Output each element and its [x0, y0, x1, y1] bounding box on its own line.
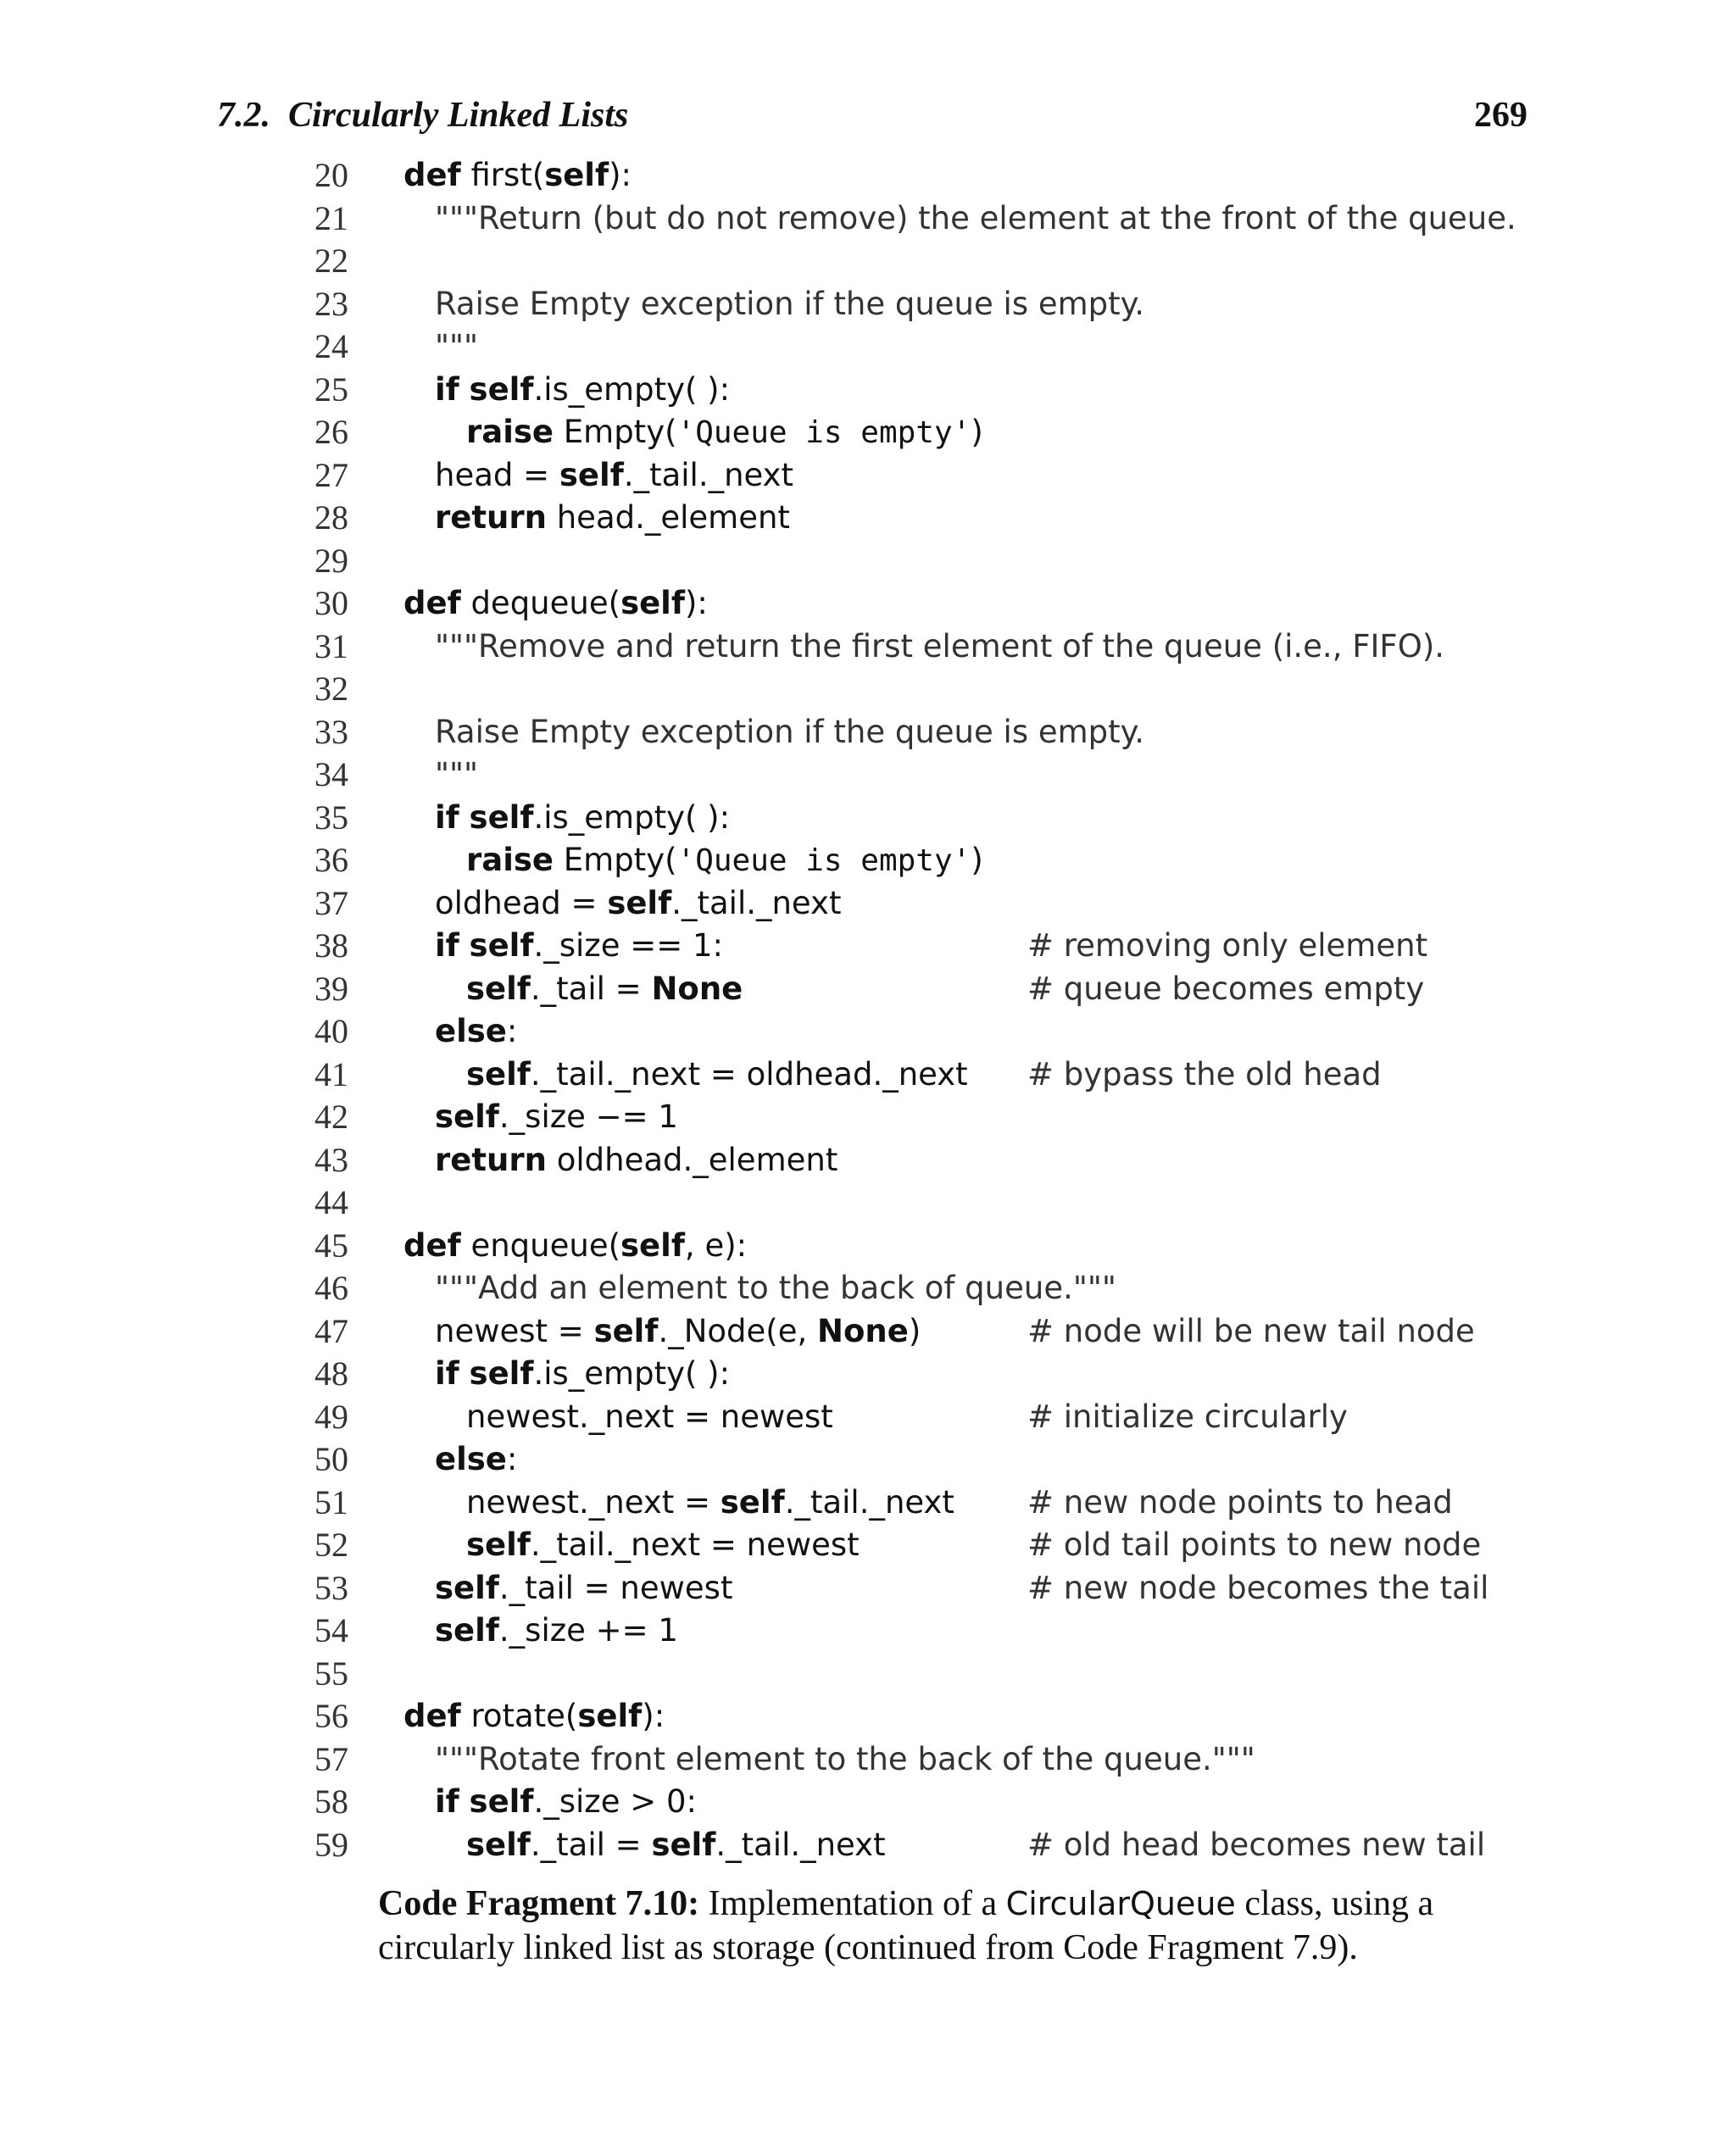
code-token: ._tail._next = newest — [530, 1527, 860, 1563]
code-keyword: return — [435, 1141, 547, 1178]
code-text — [435, 1096, 678, 1139]
code-line — [0, 197, 1736, 241]
code-token — [459, 927, 470, 964]
code-token: ._tail._next — [784, 1483, 954, 1521]
code-line — [0, 1738, 1736, 1782]
code-comment: # old head becomes new tail — [1027, 1826, 1486, 1863]
code-caption — [378, 1882, 1531, 1970]
code-text — [435, 197, 1516, 241]
code-text — [435, 1738, 1255, 1782]
code-keyword: self — [466, 1055, 531, 1093]
code-token: Empty( — [554, 842, 677, 878]
code-text — [435, 754, 478, 797]
code-line — [0, 1010, 1736, 1054]
code-token: ._tail._next — [623, 456, 794, 493]
running-header — [217, 95, 1527, 146]
code-text — [466, 1524, 860, 1567]
code-line — [0, 1396, 1736, 1439]
line-number: 34 — [314, 755, 348, 793]
code-keyword: if — [435, 798, 459, 836]
code-line — [0, 1267, 1736, 1310]
code-keyword: raise — [466, 414, 554, 450]
line-number: 45 — [314, 1226, 348, 1265]
code-text — [466, 411, 983, 455]
code-text — [435, 369, 730, 412]
code-text — [435, 925, 723, 968]
code-keyword: else — [435, 1441, 507, 1477]
code-token: newest._next = newest — [466, 1398, 833, 1435]
line-number: 58 — [314, 1782, 348, 1821]
line-number: 44 — [314, 1183, 348, 1221]
code-keyword: self — [651, 1826, 716, 1863]
code-token: ._tail._next — [715, 1826, 886, 1863]
code-text — [435, 882, 841, 926]
code-token: dequeue( — [460, 585, 621, 621]
code-token: ._size −= 1 — [498, 1098, 678, 1135]
code-line — [0, 1139, 1736, 1182]
code-text — [435, 283, 1144, 326]
code-line — [0, 283, 1736, 326]
code-text — [466, 839, 983, 883]
section-title: 7.2. Circularly Linked Lists — [217, 96, 629, 135]
line-number: 51 — [314, 1482, 348, 1521]
code-line — [0, 240, 1736, 283]
code-line — [0, 754, 1736, 797]
line-number: 32 — [314, 670, 348, 708]
line-number: 22 — [314, 242, 348, 280]
code-keyword: self — [577, 1698, 643, 1734]
code-line — [0, 882, 1736, 926]
code-line — [0, 1096, 1736, 1139]
code-token: ): — [684, 585, 708, 621]
code-token — [459, 371, 470, 408]
code-token: : — [506, 1013, 518, 1049]
code-docstring: """ — [435, 756, 479, 792]
code-token: ): — [609, 157, 632, 193]
code-token: ): — [642, 1698, 665, 1734]
code-text — [403, 1695, 665, 1738]
line-number: 38 — [314, 926, 348, 965]
code-token: ._size > 0: — [533, 1783, 697, 1820]
code-line — [0, 1695, 1736, 1738]
line-number: 46 — [314, 1269, 348, 1307]
code-line — [0, 454, 1736, 498]
code-keyword: self — [466, 970, 531, 1007]
code-listing — [0, 154, 1736, 1866]
code-line — [0, 497, 1736, 540]
code-keyword: self — [469, 798, 534, 836]
code-keyword: raise — [466, 842, 554, 878]
line-number: 35 — [314, 798, 348, 837]
code-token — [459, 799, 470, 836]
code-line — [0, 711, 1736, 754]
line-number: 29 — [314, 541, 348, 580]
line-number: 47 — [314, 1311, 348, 1350]
code-line — [0, 1524, 1736, 1567]
code-text — [403, 154, 632, 197]
code-keyword: self — [620, 585, 685, 621]
code-keyword: self — [544, 157, 609, 193]
code-token: .is_empty( ): — [533, 798, 731, 836]
code-text — [435, 1781, 697, 1824]
code-keyword: def — [403, 1226, 461, 1264]
code-token: , e): — [684, 1226, 748, 1264]
code-keyword: self — [607, 884, 672, 921]
code-line — [0, 1310, 1736, 1354]
code-text — [466, 1396, 833, 1439]
code-keyword: None — [651, 970, 743, 1007]
code-string-literal: 'Queue is empty' — [676, 843, 971, 878]
code-docstring: """Rotate front element to the back of the queue.""" — [435, 1740, 1255, 1777]
code-keyword: def — [403, 157, 461, 193]
line-number: 26 — [314, 413, 348, 451]
caption-text-before: Implementation of a — [708, 1884, 998, 1923]
code-string-literal: 'Queue is empty' — [676, 415, 971, 450]
code-line — [0, 1781, 1736, 1824]
code-line — [0, 1182, 1736, 1225]
code-token: head._element — [546, 499, 790, 536]
line-number: 33 — [314, 712, 348, 751]
code-text — [435, 711, 1144, 754]
code-line — [0, 797, 1736, 840]
code-token: ) — [971, 842, 983, 878]
line-number: 40 — [314, 1012, 348, 1050]
code-line — [0, 668, 1736, 711]
code-line — [0, 411, 1736, 454]
code-line — [0, 154, 1736, 197]
code-token: ._Node(e, — [658, 1312, 818, 1349]
code-token: oldhead = — [435, 884, 608, 921]
caption-class-name: CircularQueue — [1005, 1885, 1236, 1922]
code-keyword: else — [435, 1013, 507, 1049]
code-token: ._tail = — [530, 1826, 652, 1863]
page-number: 269 — [1474, 96, 1527, 135]
code-token: ._tail._next = oldhead._next — [530, 1055, 968, 1093]
code-keyword: self — [620, 1226, 685, 1264]
code-keyword: None — [817, 1312, 909, 1349]
code-text — [403, 582, 708, 626]
code-text — [435, 1010, 517, 1054]
code-token: ._tail._next — [671, 884, 842, 921]
code-token: rotate( — [460, 1698, 578, 1734]
code-token: newest._next = — [466, 1483, 721, 1521]
code-keyword: return — [435, 499, 547, 536]
code-keyword: self — [593, 1312, 659, 1349]
line-number: 48 — [314, 1354, 348, 1393]
line-number: 57 — [314, 1739, 348, 1778]
code-comment: # removing only element — [1027, 927, 1428, 964]
code-keyword: self — [469, 370, 534, 408]
code-text — [435, 1567, 732, 1610]
code-text — [435, 1610, 678, 1653]
line-number: 42 — [314, 1098, 348, 1136]
code-keyword: self — [720, 1483, 785, 1521]
code-keyword: self — [466, 1527, 531, 1563]
line-number: 43 — [314, 1140, 348, 1179]
code-line — [0, 1653, 1736, 1696]
code-token: first( — [460, 157, 545, 193]
code-line — [0, 1482, 1736, 1525]
code-comment: # bypass the old head — [1027, 1055, 1382, 1093]
code-token: ._tail = newest — [498, 1569, 733, 1606]
code-token: .is_empty( ): — [533, 1355, 731, 1392]
code-token: ._tail = — [530, 970, 652, 1007]
code-token: ) — [908, 1312, 921, 1349]
code-text — [435, 626, 1444, 669]
code-keyword: if — [435, 927, 459, 964]
code-text — [435, 1438, 517, 1482]
line-number: 49 — [314, 1397, 348, 1436]
line-number: 27 — [314, 455, 348, 494]
code-keyword: self — [469, 1355, 534, 1392]
code-comment: # queue becomes empty — [1027, 970, 1425, 1007]
code-token: : — [506, 1441, 518, 1477]
code-line — [0, 1567, 1736, 1610]
code-docstring: Raise Empty exception if the queue is empty. — [435, 713, 1145, 750]
code-comment: # node will be new tail node — [1027, 1312, 1475, 1349]
code-line — [0, 1353, 1736, 1396]
code-docstring: """Return (but do not remove) the element at the front of the queue. — [435, 199, 1516, 236]
line-number: 39 — [314, 969, 348, 1008]
line-number: 36 — [314, 841, 348, 879]
code-line — [0, 582, 1736, 626]
code-text — [435, 1310, 921, 1354]
line-number: 59 — [314, 1825, 348, 1864]
caption-label: Code Fragment 7.10: — [378, 1884, 700, 1923]
line-number: 41 — [314, 1054, 348, 1093]
code-token: ._size += 1 — [498, 1612, 678, 1649]
code-line — [0, 540, 1736, 583]
code-text — [435, 1267, 1116, 1310]
line-number: 56 — [314, 1697, 348, 1735]
code-docstring: """Remove and return the first element of the queue (i.e., FIFO). — [435, 627, 1445, 665]
code-text — [435, 497, 790, 540]
code-keyword: self — [469, 1783, 534, 1820]
line-number: 37 — [314, 883, 348, 922]
code-docstring: """Add an element to the back of queue.""" — [435, 1270, 1116, 1306]
code-keyword: self — [559, 456, 624, 493]
code-line — [0, 325, 1736, 369]
line-number: 54 — [314, 1611, 348, 1649]
code-text — [435, 797, 730, 840]
code-token: .is_empty( ): — [533, 370, 731, 408]
code-token — [459, 1355, 470, 1392]
code-text — [435, 1353, 730, 1396]
code-text — [435, 1139, 837, 1182]
code-docstring: """ — [435, 328, 479, 364]
line-number: 53 — [314, 1568, 348, 1607]
code-token: oldhead._element — [546, 1141, 838, 1178]
code-keyword: if — [435, 370, 459, 408]
code-keyword: if — [435, 1783, 459, 1820]
line-number: 52 — [314, 1526, 348, 1564]
code-comment: # old tail points to new node — [1027, 1527, 1482, 1563]
code-line — [0, 1824, 1736, 1867]
code-token: newest = — [435, 1312, 594, 1349]
line-number: 55 — [314, 1654, 348, 1693]
line-number: 20 — [314, 156, 348, 194]
line-number: 23 — [314, 284, 348, 323]
code-line — [0, 925, 1736, 968]
code-text — [435, 454, 793, 498]
line-number: 24 — [314, 327, 348, 365]
code-line — [0, 1610, 1736, 1653]
code-keyword: self — [435, 1098, 499, 1135]
code-text — [466, 968, 743, 1011]
code-keyword: def — [403, 1698, 461, 1734]
code-line — [0, 839, 1736, 882]
code-token: head = — [435, 456, 559, 493]
code-line — [0, 369, 1736, 412]
code-keyword: def — [403, 585, 461, 621]
line-number: 28 — [314, 498, 348, 537]
line-number: 50 — [314, 1440, 348, 1478]
code-text — [466, 1824, 886, 1867]
code-line — [0, 1225, 1736, 1268]
code-text — [435, 325, 478, 369]
code-line — [0, 1438, 1736, 1482]
code-comment: # new node becomes the tail — [1027, 1569, 1489, 1606]
caption-text-after: class, using a circularly linked list as storage (continued from Code Fragment 7.9). — [378, 1884, 1434, 1967]
code-token: ) — [971, 414, 983, 450]
line-number: 31 — [314, 626, 348, 665]
code-text — [403, 1225, 747, 1268]
code-comment: # initialize circularly — [1027, 1398, 1348, 1435]
code-keyword: self — [466, 1826, 531, 1863]
line-number: 30 — [314, 584, 348, 622]
code-token — [459, 1783, 470, 1820]
code-token: ._size == 1: — [533, 927, 723, 964]
code-keyword: self — [435, 1569, 499, 1606]
code-line — [0, 626, 1736, 669]
code-token: Empty( — [554, 414, 677, 450]
line-number: 21 — [314, 198, 348, 237]
code-comment: # new node points to head — [1027, 1483, 1453, 1521]
code-text — [466, 1482, 954, 1525]
code-line — [0, 1054, 1736, 1097]
code-keyword: self — [435, 1612, 499, 1649]
line-number: 25 — [314, 370, 348, 409]
code-token: enqueue( — [460, 1226, 621, 1264]
code-keyword: self — [469, 927, 534, 964]
code-text — [466, 1054, 968, 1097]
code-keyword: if — [435, 1355, 459, 1392]
code-line — [0, 968, 1736, 1011]
code-docstring: Raise Empty exception if the queue is empty. — [435, 285, 1145, 322]
